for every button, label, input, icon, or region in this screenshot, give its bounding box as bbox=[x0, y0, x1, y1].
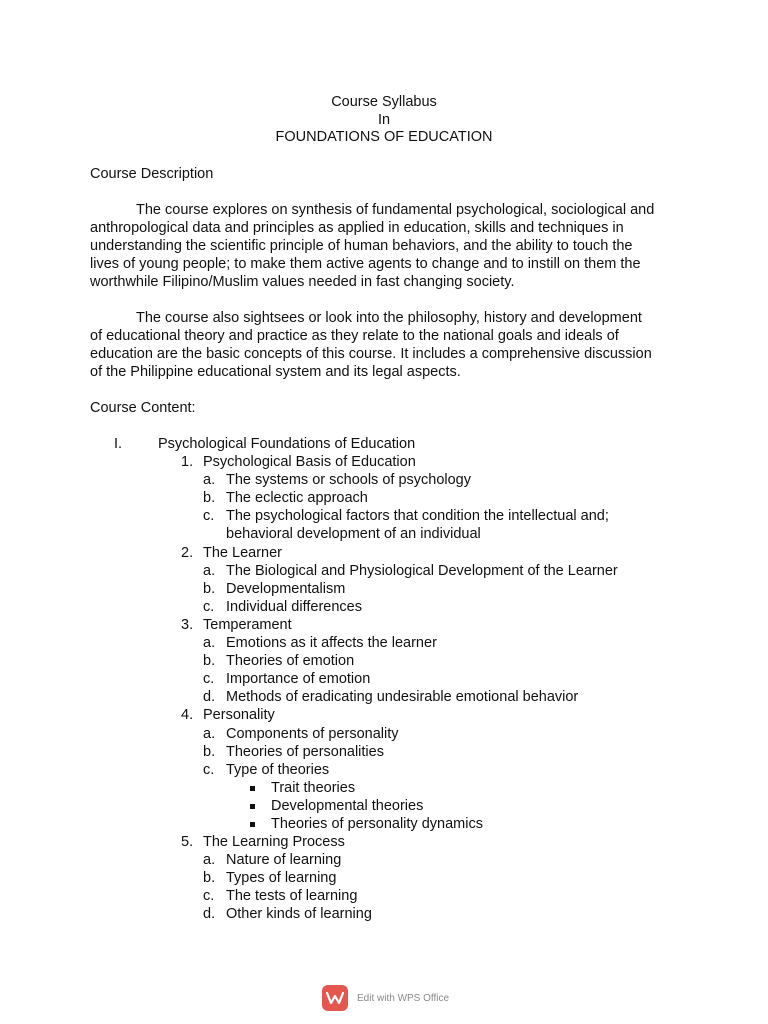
wps-footer[interactable] bbox=[322, 984, 449, 1012]
outline-marker: a. bbox=[203, 472, 216, 489]
outline-item bbox=[0, 507, 768, 525]
outline-item bbox=[0, 616, 768, 634]
outline-marker: b. bbox=[203, 580, 216, 597]
outline-marker: a. bbox=[203, 635, 216, 652]
square-bullet-icon bbox=[250, 804, 255, 809]
outline-marker: b. bbox=[203, 653, 216, 670]
title-block bbox=[0, 94, 768, 147]
outline-item bbox=[0, 761, 768, 779]
outline-item bbox=[0, 815, 768, 833]
outline-text: The eclectic approach bbox=[226, 490, 368, 507]
course-description-heading: Course Description bbox=[90, 166, 214, 182]
outline-marker: d. bbox=[203, 906, 216, 923]
description-paragraph-2 bbox=[90, 309, 690, 381]
paragraph-line: The course explores on synthesis of fundamental psychological, sociological and bbox=[136, 202, 655, 218]
paragraph-line: anthropological data and principles as applied in education, skills and techniques in bbox=[90, 220, 624, 236]
paragraph-line: lives of young people; to make them active agents to change and to instill on them the bbox=[90, 256, 641, 272]
outline-text: Developmentalism bbox=[226, 580, 346, 597]
paragraph-line: worthwhile Filipino/Muslim values needed in fast changing society. bbox=[90, 274, 515, 290]
outline-text: Types of learning bbox=[226, 870, 337, 887]
outline-item bbox=[0, 562, 768, 580]
outline-item bbox=[0, 869, 768, 887]
outline-item bbox=[0, 652, 768, 670]
outline-item bbox=[0, 471, 768, 489]
outline-marker: a. bbox=[203, 562, 216, 579]
outline-text: Type of theories bbox=[226, 761, 330, 778]
outline-marker: c. bbox=[203, 761, 215, 778]
outline-marker: d. bbox=[203, 689, 216, 706]
outline-marker: c. bbox=[203, 671, 215, 688]
paragraph-line: understanding the scientific principle of human behaviors, and the ability to touch the bbox=[90, 238, 633, 254]
outline-item bbox=[0, 706, 768, 724]
outline-text: Theories of emotion bbox=[226, 653, 355, 670]
outline-text: The systems or schools of psychology bbox=[226, 472, 471, 489]
outline-item bbox=[0, 851, 768, 869]
outline-text: behavioral development of an individual bbox=[226, 526, 481, 543]
outline-item bbox=[0, 887, 768, 905]
outline-item bbox=[0, 453, 768, 471]
outline-text: The Learner bbox=[203, 544, 282, 561]
outline-text: Psychological Basis of Education bbox=[203, 454, 416, 471]
outline-item bbox=[0, 489, 768, 507]
outline-text: Individual differences bbox=[226, 598, 362, 615]
wps-logo-icon bbox=[322, 985, 348, 1011]
outline-marker: 3. bbox=[181, 616, 194, 633]
outline-text: Psychological Foundations of Education bbox=[158, 436, 416, 452]
outline-text: Nature of learning bbox=[226, 852, 342, 869]
outline-item bbox=[0, 580, 768, 598]
outline-marker: b. bbox=[203, 870, 216, 887]
outline-marker: 1. bbox=[181, 454, 194, 471]
wps-edit-label: Edit with WPS Office bbox=[357, 992, 450, 1004]
outline-item bbox=[0, 779, 768, 797]
outline-item bbox=[0, 598, 768, 616]
outline-item bbox=[0, 670, 768, 688]
paragraph-line: of the Philippine educational system and its legal aspects. bbox=[90, 364, 461, 380]
outline-marker: 4. bbox=[181, 707, 194, 724]
outline-item bbox=[0, 743, 768, 761]
outline-text: The psychological factors that condition the intellectual and; bbox=[226, 508, 609, 525]
outline-item bbox=[0, 725, 768, 743]
outline-item bbox=[0, 525, 768, 543]
outline-item bbox=[0, 905, 768, 923]
course-content-heading: Course Content: bbox=[90, 400, 196, 416]
outline-marker: c. bbox=[203, 508, 215, 525]
outline-marker: 5. bbox=[181, 834, 194, 851]
outline-text: Personality bbox=[203, 707, 275, 724]
outline-marker: c. bbox=[203, 888, 215, 905]
outline-text: The Biological and Physiological Development of the Learner bbox=[226, 562, 618, 579]
title-line-3: FOUNDATIONS OF EDUCATION bbox=[275, 129, 493, 145]
outline-text: Developmental theories bbox=[271, 797, 424, 814]
outline-text: Temperament bbox=[203, 616, 292, 633]
outline-text: Importance of emotion bbox=[226, 671, 371, 688]
outline-marker: b. bbox=[203, 743, 216, 760]
outline-text: Theories of personalities bbox=[226, 743, 384, 760]
outline-text: Emotions as it affects the learner bbox=[226, 635, 437, 652]
outline-text: The tests of learning bbox=[226, 888, 358, 905]
description-paragraph-1 bbox=[90, 201, 690, 291]
paragraph-line: education are the basic concepts of this course. It includes a comprehensive discussion bbox=[90, 346, 652, 362]
outline-text: The Learning Process bbox=[203, 834, 345, 851]
outline-marker: c. bbox=[203, 598, 215, 615]
title-line-1: Course Syllabus bbox=[331, 94, 437, 110]
outline-item bbox=[0, 833, 768, 851]
course-content-outline bbox=[0, 435, 768, 924]
outline-text: Methods of eradicating undesirable emotional behavior bbox=[226, 689, 579, 706]
paragraph-line: The course also sightsees or look into the philosophy, history and development bbox=[136, 310, 642, 326]
outline-item bbox=[0, 634, 768, 652]
outline-item bbox=[0, 435, 768, 453]
outline-marker: b. bbox=[203, 490, 216, 507]
outline-text: Theories of personality dynamics bbox=[271, 815, 483, 832]
outline-marker: a. bbox=[203, 725, 216, 742]
title-line-2: In bbox=[377, 111, 391, 128]
outline-marker: I. bbox=[114, 436, 123, 452]
paragraph-line: of educational theory and practice as they relate to the national goals and ideals of bbox=[90, 328, 619, 344]
outline-text: Components of personality bbox=[226, 725, 399, 742]
outline-marker: a. bbox=[203, 852, 216, 869]
outline-item bbox=[0, 688, 768, 706]
square-bullet-icon bbox=[250, 822, 255, 827]
outline-item bbox=[0, 544, 768, 562]
outline-text: Trait theories bbox=[271, 779, 356, 796]
square-bullet-icon bbox=[250, 786, 255, 791]
outline-marker: 2. bbox=[181, 544, 194, 561]
outline-item bbox=[0, 797, 768, 815]
outline-text: Other kinds of learning bbox=[226, 906, 372, 923]
